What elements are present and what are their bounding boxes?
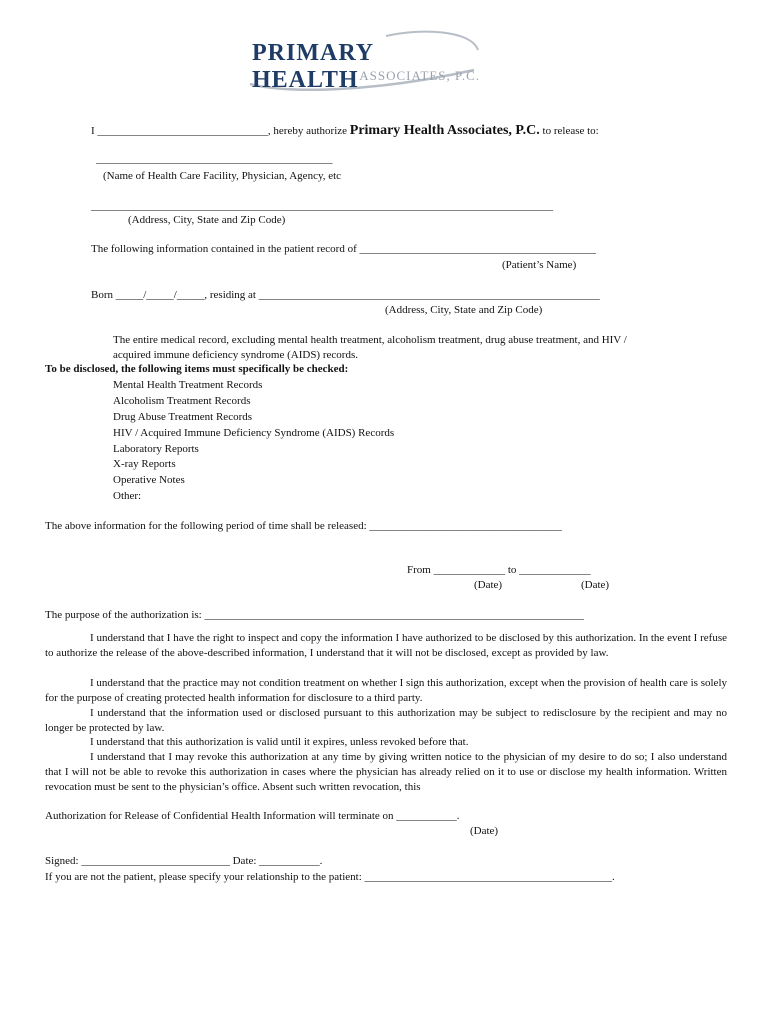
disclosed-items-heading: To be disclosed, the following items must specifically be checked:	[45, 363, 349, 375]
paragraph-inspect-copy	[45, 631, 727, 661]
entire-record-text-1: The entire medical record, excluding mental health treatment, alcoholism treatment, drug abuse treatment, and HIV /	[113, 334, 627, 346]
facility-caption: (Name of Health Care Facility, Physician, Agency, etc	[103, 170, 342, 182]
paragraph-redisclosure	[45, 706, 727, 736]
paragraph-inspect-copy-text: I understand that I have the right to inspect and copy the information I have authorized to be disclosed by this authorization. In the event I refuse to authorize the release of the above-described information, I understand that it will not be disclosed, except as provided by law.	[45, 632, 727, 659]
logo-sub-text: ASSOCIATES, P.C.	[359, 68, 480, 83]
primary-health-logo	[246, 26, 486, 92]
born-residing-line[interactable]: Born _____/_____/_____, residing at ______________________________________________________________	[91, 289, 600, 301]
item-xray[interactable]: X-ray Reports	[113, 458, 176, 470]
address-caption: (Address, City, State and Zip Code)	[128, 214, 286, 226]
entire-record-text-2: acquired immune deficiency syndrome (AIDS) records.	[113, 349, 358, 361]
item-alcoholism[interactable]: Alcoholism Treatment Records	[113, 395, 251, 407]
paragraph-valid-until	[45, 735, 727, 750]
item-drug-abuse[interactable]: Drug Abuse Treatment Records	[113, 411, 253, 423]
item-operative-notes[interactable]: Operative Notes	[113, 474, 185, 486]
to-date-caption: (Date)	[581, 579, 610, 591]
release-period-line[interactable]: The above information for the following period of time shall be released: ___________________________________	[45, 520, 562, 532]
signature-date-line[interactable]: Signed: ___________________________ Date: ___________.	[45, 855, 323, 867]
residing-address-caption: (Address, City, State and Zip Code)	[385, 304, 543, 316]
facility-name-blank[interactable]: ___________________________________________	[96, 153, 333, 165]
paragraph-valid-until-text: I understand that this authorization is valid until it expires, unless revoked before that.	[90, 736, 469, 748]
paragraph-revoke-text: I understand that I may revoke this authorization at any time by giving written notice to the physician of my desire to do so; I also understand that I will not be able to revoke this authorization in cases where the physician has already relied on it to use or disclose my health information. Written revocation must be sent to the physician’s office. Absent such written revocation, this	[45, 751, 727, 793]
paragraph-revoke	[45, 750, 727, 794]
item-laboratory[interactable]: Laboratory Reports	[113, 443, 199, 455]
paragraph-redisclosure-text: I understand that the information used or disclosed pursuant to this authorization may be subject to redisclosure by the recipient and may no longer be protected by law.	[45, 707, 727, 734]
release-to-text: to release to:	[542, 125, 599, 137]
from-date-caption: (Date)	[474, 579, 503, 591]
item-other[interactable]: Other:	[113, 490, 142, 502]
patient-record-line[interactable]: The following information contained in the patient record of ___________________________________________	[91, 243, 597, 255]
paragraph-no-condition	[45, 676, 727, 706]
terminate-date-line[interactable]: Authorization for Release of Confidential Health Information will terminate on ___________.	[45, 810, 460, 822]
logo-main-text: PRIMARY HEALTH	[252, 40, 374, 93]
paragraph-no-condition-text: I understand that the practice may not condition treatment on whether I sign this authorization, except when the provision of health care is solely for the purpose of creating protected health information for disclosure to a third party.	[45, 677, 727, 704]
item-mental-health[interactable]: Mental Health Treatment Records	[113, 379, 263, 391]
terminate-date-caption: (Date)	[470, 825, 499, 837]
authorize-line	[91, 123, 599, 139]
patient-name-blank[interactable]: I _______________________________, hereby authorize	[91, 125, 348, 137]
facility-address-blank[interactable]: ____________________________________________________________________________________	[91, 200, 553, 212]
item-hiv-aids[interactable]: HIV / Acquired Immune Deficiency Syndrome (AIDS) Records	[113, 427, 395, 439]
relationship-line[interactable]: If you are not the patient, please specify your relationship to the patient: _____________________________________________.	[45, 871, 615, 883]
practice-name: Primary Health Associates, P.C.	[349, 123, 540, 138]
patient-name-caption: (Patient’s Name)	[502, 259, 577, 271]
purpose-line[interactable]: The purpose of the authorization is: _____________________________________________________________________	[45, 609, 584, 621]
from-to-dates-line[interactable]: From _____________ to _____________	[407, 564, 591, 576]
